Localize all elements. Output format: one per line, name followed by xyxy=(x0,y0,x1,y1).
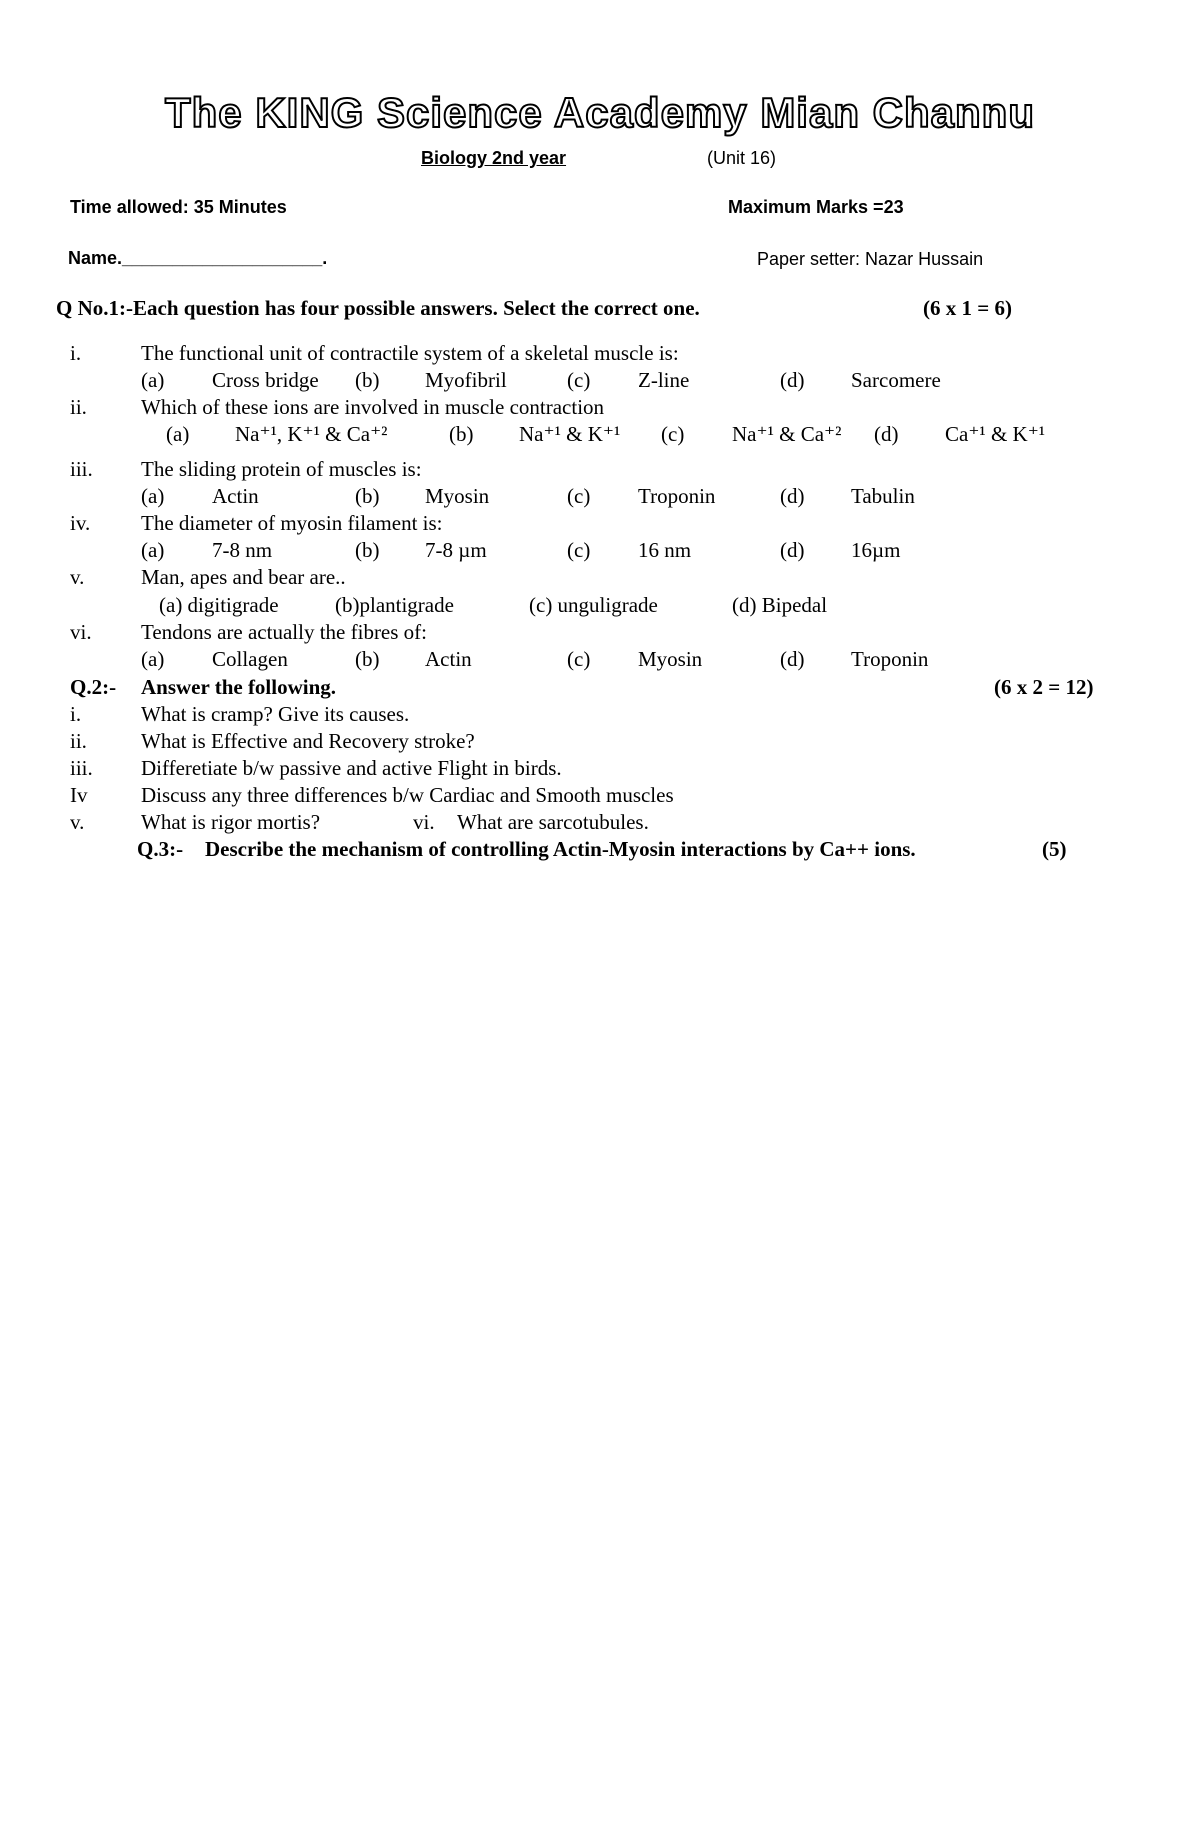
academy-title: The KING Science Academy Mian Channu xyxy=(165,89,1035,136)
question-text: Which of these ions are involved in muscle contraction xyxy=(141,395,605,419)
maximum-marks: Maximum Marks =23 xyxy=(728,197,904,217)
option-label: (a) xyxy=(166,422,190,446)
option-text: Na⁺¹ & K⁺¹ xyxy=(519,422,621,446)
q1-options-6 xyxy=(0,649,1200,673)
q1-item-2 xyxy=(0,397,1200,421)
item-number: iv. xyxy=(70,511,91,535)
option-text: Tabulin xyxy=(851,484,915,508)
option-text: Ca⁺¹ & K⁺¹ xyxy=(945,422,1046,446)
q2-heading-row xyxy=(0,677,1200,701)
item-number: iii. xyxy=(70,756,93,780)
option-label: (b) xyxy=(355,484,380,508)
item-number: i. xyxy=(70,702,82,726)
item-number: ii. xyxy=(70,395,87,419)
q1-heading: Q No.1:-Each question has four possible answers. Select the correct one. xyxy=(56,296,700,320)
option-label: (a) xyxy=(141,484,165,508)
question-text: Man, apes and bear are.. xyxy=(141,565,346,589)
question-text: Differetiate b/w passive and active Flight in birds. xyxy=(141,756,562,780)
q1-options-4 xyxy=(0,540,1200,564)
name-field: Name.____________________. xyxy=(68,248,328,268)
q1-item-4 xyxy=(0,513,1200,537)
q2-marks: (6 x 2 = 12) xyxy=(994,675,1094,699)
option-text: Myofibril xyxy=(425,368,507,392)
q3-marks: (5) xyxy=(1042,837,1067,861)
option-text: (c) unguligrade xyxy=(529,593,658,617)
paper-setter: Paper setter: Nazar Hussain xyxy=(757,249,984,269)
q1-options-5 xyxy=(0,595,1200,619)
q1-options-2 xyxy=(0,424,1200,448)
item-number: Iv xyxy=(70,783,88,807)
q1-marks: (6 x 1 = 6) xyxy=(923,296,1012,320)
option-label: (c) xyxy=(567,647,591,671)
item-number: v. xyxy=(70,810,85,834)
q2-item-3 xyxy=(0,758,1200,782)
option-label: (b) xyxy=(355,538,380,562)
item-number: i. xyxy=(70,341,82,365)
option-text: 7-8 µm xyxy=(425,538,487,562)
q1-item-3 xyxy=(0,459,1200,483)
question-text: What are sarcotubules. xyxy=(457,810,649,834)
option-text: 7-8 nm xyxy=(212,538,273,562)
option-label: (d) xyxy=(780,368,805,392)
option-label: (d) xyxy=(780,647,805,671)
option-text: Cross bridge xyxy=(212,368,319,392)
q3-row xyxy=(0,839,1200,863)
question-text: Discuss any three differences b/w Cardiac and Smooth muscles xyxy=(141,783,674,807)
subject-label: Biology 2nd year xyxy=(421,148,567,168)
option-label: (d) xyxy=(874,422,899,446)
option-label: (a) xyxy=(141,368,165,392)
q2-heading: Answer the following. xyxy=(141,675,337,699)
q1-item-1 xyxy=(0,343,1200,367)
unit-label: (Unit 16) xyxy=(707,148,777,168)
option-label: (b) xyxy=(449,422,474,446)
option-label: (b) xyxy=(355,368,380,392)
option-label: (d) xyxy=(780,484,805,508)
q2-item-1 xyxy=(0,704,1200,728)
option-text: (d) Bipedal xyxy=(732,593,828,617)
option-text: Collagen xyxy=(212,647,288,671)
question-text: What is cramp? Give its causes. xyxy=(141,702,410,726)
option-text: Myosin xyxy=(638,647,703,671)
item-number: vi. xyxy=(413,810,435,834)
option-label: (d) xyxy=(780,538,805,562)
q1-item-5 xyxy=(0,567,1200,591)
q2-item-4 xyxy=(0,785,1200,809)
question-text: The diameter of myosin filament is: xyxy=(141,511,443,535)
option-text: (a) digitigrade xyxy=(159,593,279,617)
item-number: iii. xyxy=(70,457,93,481)
question-text: The sliding protein of muscles is: xyxy=(141,457,422,481)
question-text: What is Effective and Recovery stroke? xyxy=(141,729,475,753)
q2-item-2 xyxy=(0,731,1200,755)
option-text: Actin xyxy=(212,484,259,508)
q1-options-3 xyxy=(0,486,1200,510)
option-label: (c) xyxy=(567,484,591,508)
option-text: Z-line xyxy=(638,368,690,392)
option-text: 16 nm xyxy=(638,538,692,562)
q3-label: Q.3:- xyxy=(137,837,184,861)
option-label: (c) xyxy=(567,368,591,392)
time-allowed: Time allowed: 35 Minutes xyxy=(70,197,287,217)
option-text: Actin xyxy=(425,647,472,671)
option-text: Na⁺¹, K⁺¹ & Ca⁺² xyxy=(235,422,388,446)
option-label: (c) xyxy=(661,422,685,446)
option-text: Troponin xyxy=(638,484,716,508)
q3-text: Describe the mechanism of controlling Actin-Myosin interactions by Ca++ ions. xyxy=(205,837,916,861)
option-label: (a) xyxy=(141,647,165,671)
question-text: What is rigor mortis? xyxy=(141,810,321,834)
option-text: Na⁺¹ & Ca⁺² xyxy=(732,422,842,446)
option-label: (a) xyxy=(141,538,165,562)
question-text: Tendons are actually the fibres of: xyxy=(141,620,428,644)
question-text: The functional unit of contractile system of a skeletal muscle is: xyxy=(141,341,679,365)
q1-item-6 xyxy=(0,622,1200,646)
item-number: ii. xyxy=(70,729,87,753)
option-text: Sarcomere xyxy=(851,368,941,392)
option-text: 16µm xyxy=(851,538,901,562)
option-text: (b)plantigrade xyxy=(335,593,454,617)
option-text: Myosin xyxy=(425,484,490,508)
option-text: Troponin xyxy=(851,647,929,671)
option-label: (b) xyxy=(355,647,380,671)
q2-item-5 xyxy=(0,812,1200,836)
q1-options-1 xyxy=(0,370,1200,394)
item-number: vi. xyxy=(70,620,92,644)
option-label: (c) xyxy=(567,538,591,562)
item-number: v. xyxy=(70,565,85,589)
q2-label: Q.2:- xyxy=(70,675,117,699)
